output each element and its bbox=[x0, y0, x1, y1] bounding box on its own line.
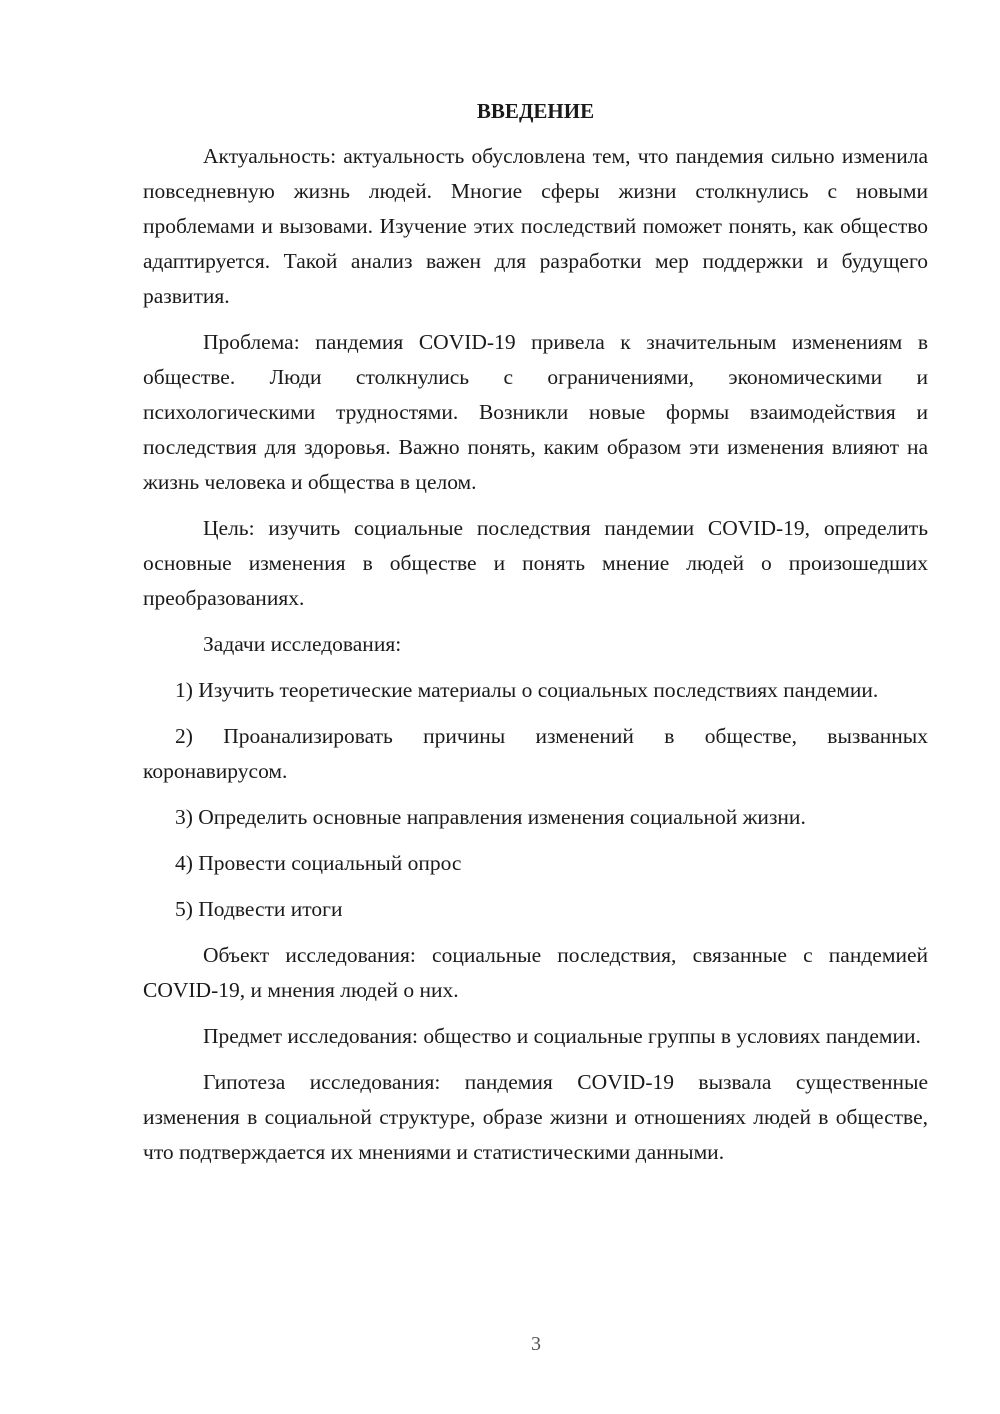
task-item-2: 2) Проанализировать причины изменений в обществе, вызванных коронавирусом. bbox=[143, 724, 928, 783]
section-heading: ВВЕДЕНИЕ bbox=[476, 99, 595, 123]
object-paragraph: Объект исследования: социальные последствия, связанные с пандемией COVID-19, и мнения людей о них. bbox=[143, 943, 928, 1002]
task-item-1: 1) Изучить теоретические материалы о социальных последствиях пандемии. bbox=[175, 678, 879, 702]
problem-paragraph: Проблема: пандемия COVID-19 привела к значительным изменениям в обществе. Люди столкнулись с ограничениями, экономическими и психологическими трудностями. Возникли новые формы взаимодействия и последствия для здоровья. Важно понять, каким образом эти изменения влияют на жизнь человека и общества в целом. bbox=[143, 330, 928, 494]
task-item-3: 3) Определить основные направления изменения социальной жизни. bbox=[175, 805, 806, 829]
relevance-paragraph: Актуальность: актуальность обусловлена тем, что пандемия сильно изменила повседневную жизнь людей. Многие сферы жизни столкнулись с новыми проблемами и вызовами. Изучение этих последствий поможет понять, как общество адаптируется. Такой анализ важен для разработки мер поддержки и будущего развития. bbox=[143, 144, 928, 308]
hypothesis-paragraph: Гипотеза исследования: пандемия COVID-19 вызвала существенные изменения в социальной структуре, образе жизни и отношениях людей в обществе, что подтверждается их мнениями и статистическими данными. bbox=[143, 1070, 928, 1164]
page-body bbox=[143, 95, 928, 1181]
goal-paragraph: Цель: изучить социальные последствия пандемии COVID-19, определить основные изменения в обществе и понять мнение людей о произошедших преобразованиях. bbox=[143, 516, 928, 610]
subject-paragraph: Предмет исследования: общество и социальные группы в условиях пандемии. bbox=[203, 1024, 921, 1048]
task-item-4: 4) Провести социальный опрос bbox=[175, 851, 462, 875]
tasks-title: Задачи исследования: bbox=[203, 632, 402, 656]
task-item-5: 5) Подвести итоги bbox=[175, 897, 343, 921]
page-number: 3 bbox=[531, 1333, 541, 1355]
